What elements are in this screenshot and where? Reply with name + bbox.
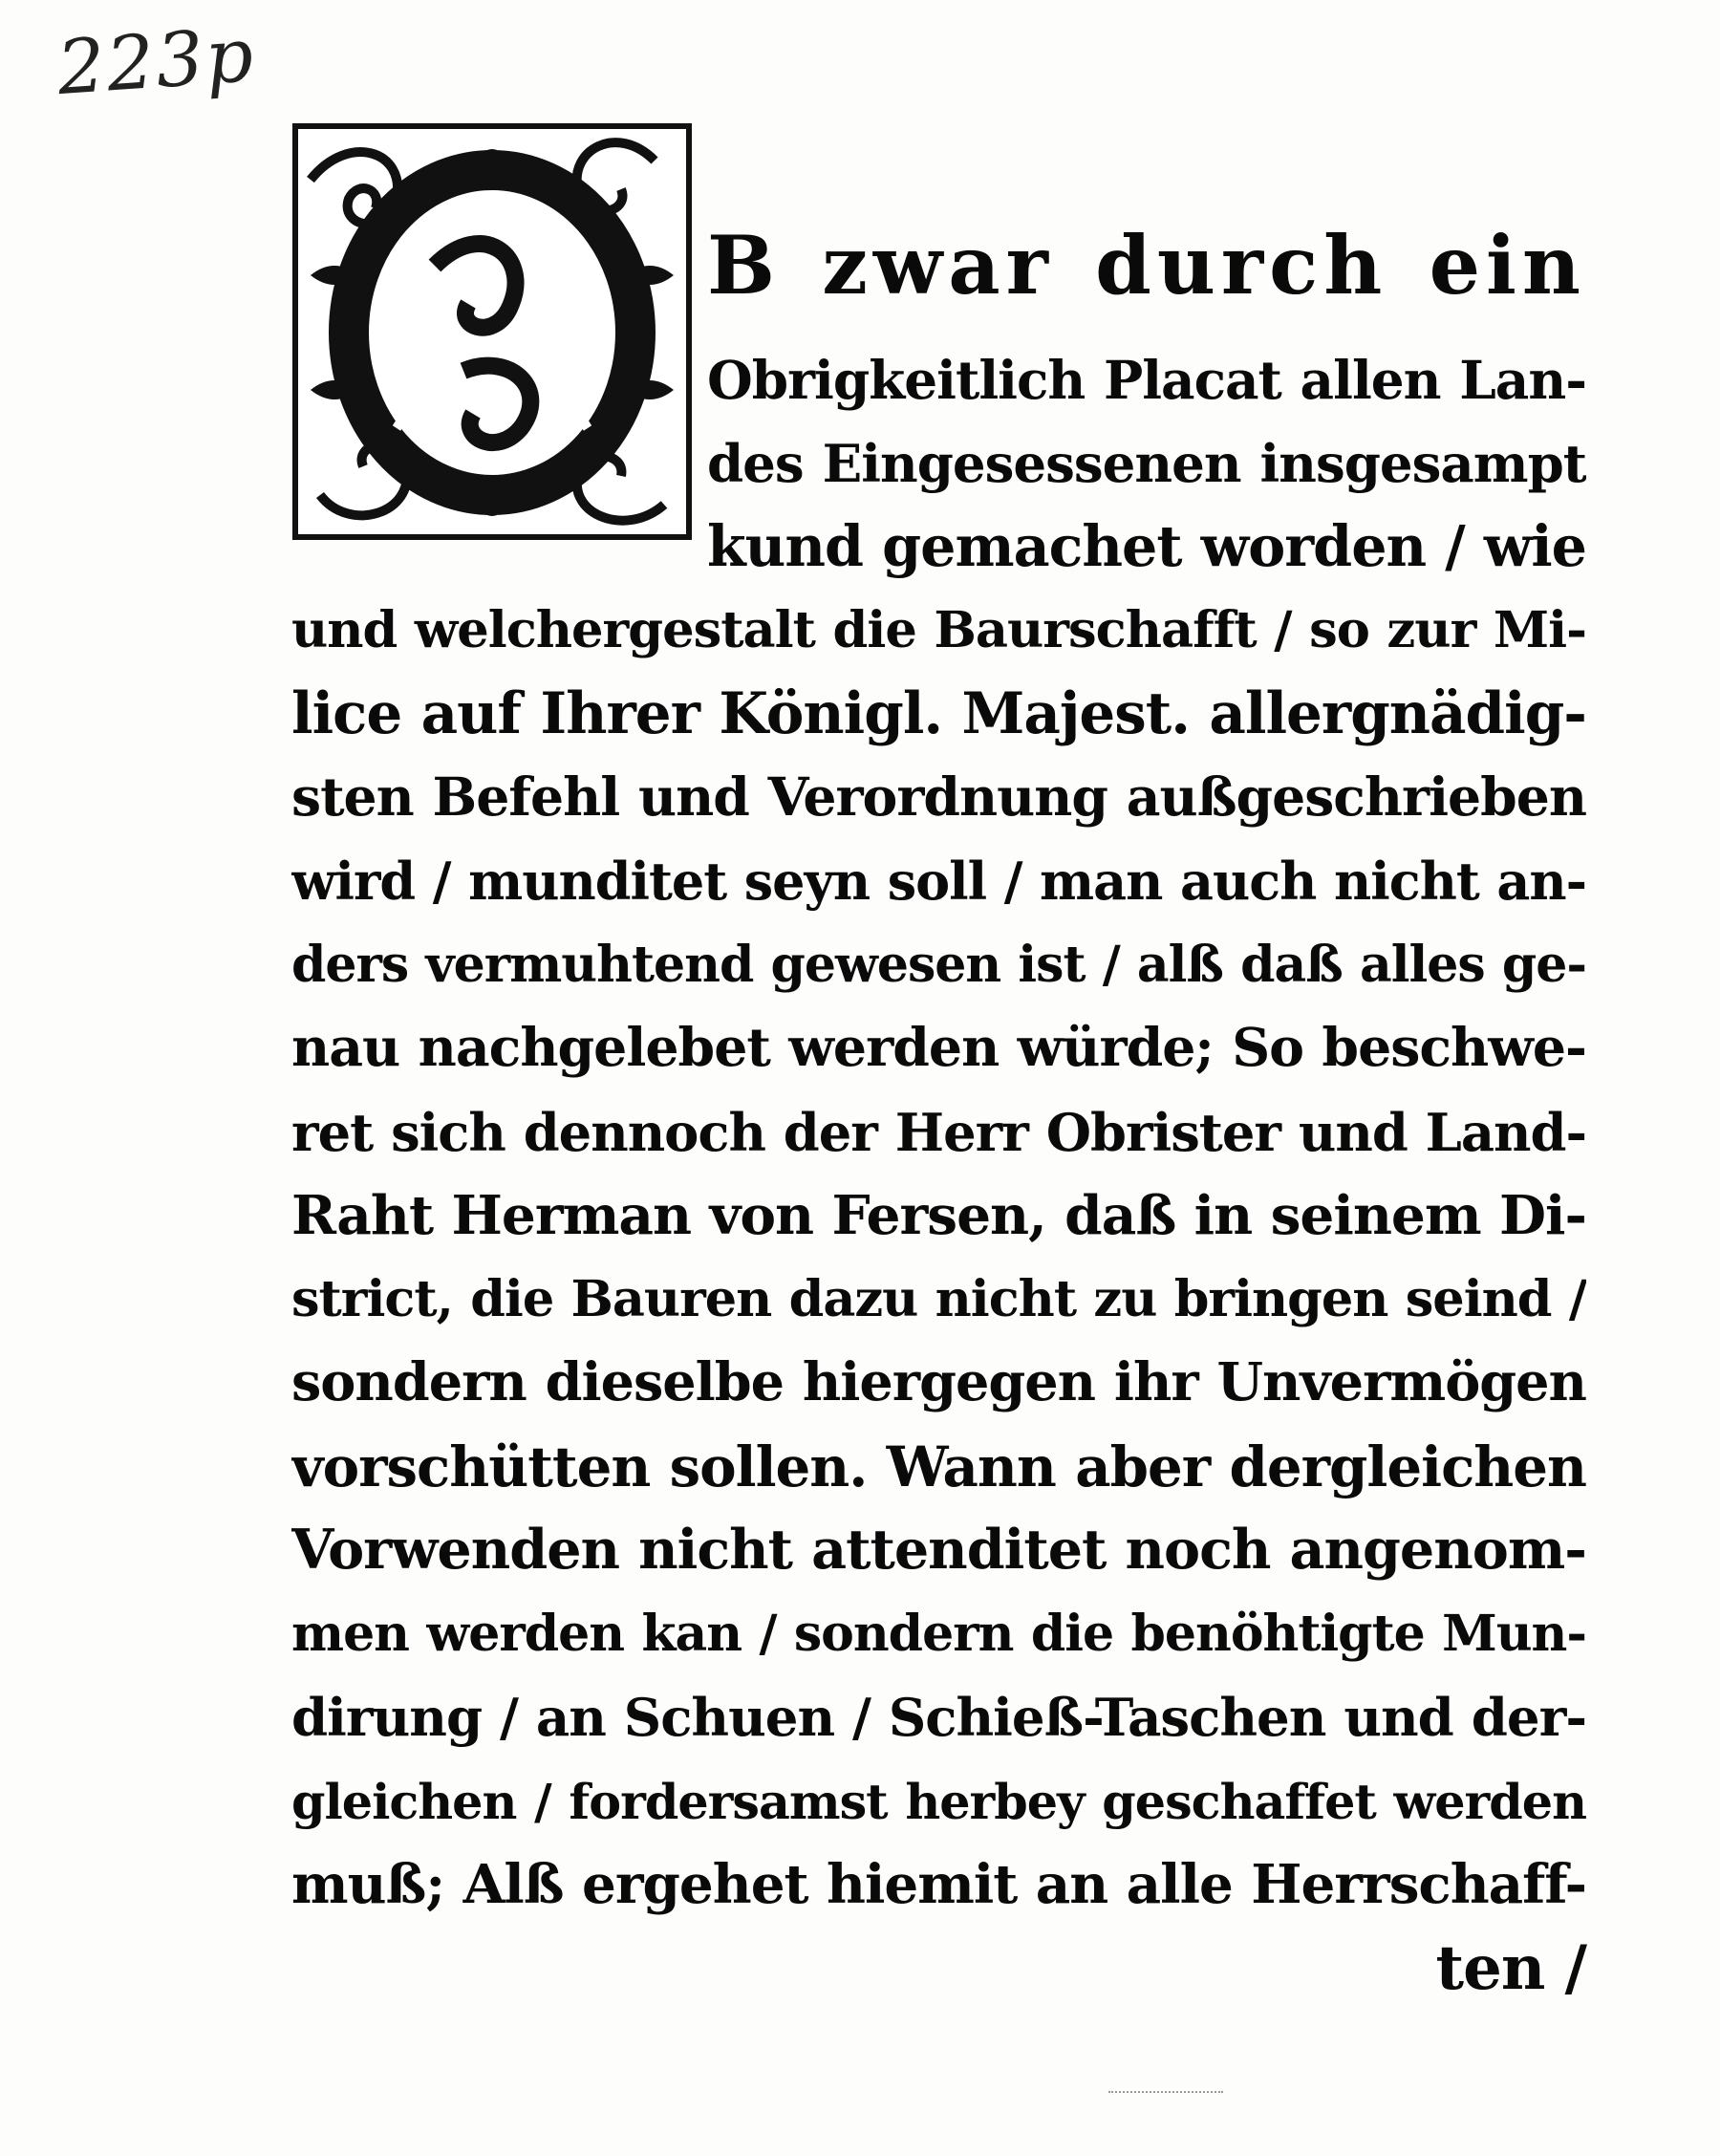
- text-line: sten Befehl und Verordnung außgeschrieben: [291, 766, 1586, 829]
- text-line: ders vermuhtend gewesen ist / alß daß alles ge-: [291, 936, 1586, 994]
- text-line: Vorwenden nicht attenditet noch angenom-: [291, 1518, 1586, 1582]
- text-line: lice auf Ihrer Königl. Majest. allergnädig-: [291, 680, 1586, 747]
- catchword: ten /: [1435, 1932, 1586, 2004]
- handwritten-margin-note: 223p: [54, 11, 258, 113]
- text-line: muß; Alß ergehet hiemit an alle Herrschaff-: [291, 1853, 1586, 1916]
- print-specks: [1108, 2083, 1223, 2093]
- text-line: wird / munditet seyn soll / man auch nicht an-: [291, 851, 1586, 912]
- text-line: Obrigkeitlich Placat allen Lan-: [707, 349, 1586, 411]
- text-line: sondern dieselbe hiergegen ihr Unvermögen: [291, 1351, 1586, 1413]
- text-line: ret sich dennoch der Herr Obrister und Land-: [291, 1102, 1586, 1163]
- text-line: dirung / an Schuen / Schieß-Taschen und der-: [291, 1687, 1586, 1748]
- text-line: gleichen / fordersamst herbey geschaffet werden: [291, 1773, 1586, 1830]
- text-line: des Eingesessenen insgesampt: [707, 433, 1586, 494]
- text-line: men werden kan / sondern die benöhtigte Mun-: [291, 1605, 1586, 1663]
- text-line: und welchergestalt die Baurschafft / so zur Mi-: [291, 601, 1586, 659]
- text-line: vorschütten sollen. Wann aber dergleichen: [291, 1434, 1586, 1499]
- text-line: nau nachgelebet werden würde; So beschwe-: [291, 1017, 1586, 1079]
- ornamental-initial: [291, 122, 693, 541]
- text-line: Raht Herman von Fersen, daß in seinem Di-: [291, 1184, 1586, 1247]
- text-line: strict, die Bauren dazu nicht zu bringen seind /: [291, 1270, 1586, 1328]
- text-line: B zwar durch ein: [707, 227, 1586, 304]
- text-line: kund gemachet worden / wie: [707, 513, 1586, 579]
